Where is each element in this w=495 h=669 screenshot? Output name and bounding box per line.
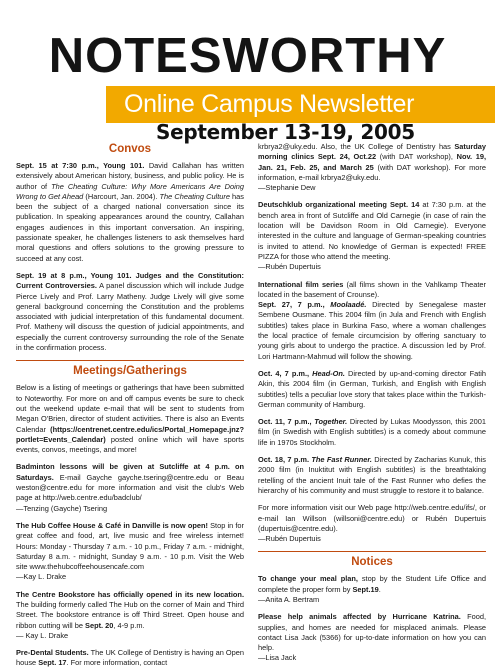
meeting-item: krbrya2@uky.edu. Also, the UK College of Dentistry has Saturday morning clinics Sept. 24, Oct.22 (with DAT workshop), Nov. 19, Jan. 21, Feb. 25, and March 25 (with DAT workshop). For more information, e-mail krbrya2@uky.edu. —Stephanie Dew	[258, 142, 487, 193]
meeting-item: The Hub Coffee House & Café in Danville is now open! Stop in for great coffee and food, art, live music and free wireless internet! Hours: Monday - Thursday 7 a.m. - 10 p.m., Friday 7 a.m. - midnight, Saturday 8 a.m. - midnight, Sunday 9 a.m. - 10 p.m. Visit the Web site www.thehubcoffeehousencafe.com —Kay L. Drake	[16, 520, 244, 582]
events-calendar-link[interactable]: (https://centrenet.centre.edu/ics/Portal_Homepage.jnz?portlet=Events_Calendar)	[16, 424, 244, 444]
meetings-intro: Below is a listing of meetings or gatherings that have been submitted to Noteworthy. For more on and off campus events be sure to check out the weekend update e-mail that will be sent to students from Megan O'Brien, director of student activities. There is also an Events Calendar (https://centrenet.centre.edu/ics/Portal_Homepage.jnz?portlet=Events_Calendar) posted online which will have sports events, convos, meetings, and more!	[16, 383, 244, 455]
meeting-item: The Centre Bookstore has officially opened in its new location. The building formerly called The Hub on the corner of Main and Third Street. The bookstore entrance is off Third Street. Open house and ribbon cutting will be Sept. 20, 4-9 p.m. — Kay L. Drake	[16, 589, 244, 640]
subtitle: Online Campus Newsletter	[124, 90, 415, 118]
film-item: Oct. 18, 7 p.m. The Fast Runner. Directed by Zacharias Kunuk, this 2000 film (in Inuktitut with English subtitles) is the breathtaking retelling of the ancient Inuit tale of the Fast Runner who defies the hierarchy of his community and must struggle to restore it to balance.	[258, 455, 486, 495]
masthead: NOTESWORTHY	[48, 29, 447, 83]
section-heading-meetings: Meetings/Gatherings	[73, 365, 187, 378]
left-column	[16, 142, 244, 669]
film-more-info: For more information visit our Web page http://web.centre.edu/ifs/, or e-mail Ian Willson (willsoni@centre.edu) or Rubén Dupertuis (dupertuis@centre.edu). —Rubén Dupertuis	[258, 503, 486, 544]
section-heading-notices: Notices	[351, 556, 393, 569]
notice-item: Please help animals affected by Hurricane Katrina. Food, supplies, and homes are needed for misplaced animals. Please contact Lisa Jack (5366) for up-to-date information on how you can help. —Lisa Jack	[258, 612, 486, 663]
film-item: Oct. 4, 7 p.m., Head-On. Directed by up-and-coming director Fatih Akin, this 2004 film (in German, Turkish, and English with English subtitles) tells a peculiar love story that takes place within the Turkish-German community of Hamburg.	[258, 368, 487, 409]
meeting-item: Deutschklub organizational meeting Sept. 14 at 7:30 p.m. at the bench area in front of Sutcliffe and Old Carnegie (in case of rain the location will be Davidson Room in Old Carnegie). Everyone interested in the culture and language of German-speaking countries is invited to attend. No knowledge of German is expected! FREE PIZZA for those who attend the meeting. —Rubén Dupertuis	[258, 200, 486, 272]
convo-item: Sept. 15 at 7:30 p.m., Young 101. David Callahan has written extensively about American history, business, and public policy. He is author of The Cheating Culture: Why More Americans Are Doing Wrong to Get Ahead (Harcourt, Jan. 2004). The Cheating Culture has been the subject of a charged national conversation since its publication. In speaking appearances around the country, Callahan engages audiences in this important conversation. An inspiring, passionate speaker, he challenges listeners to ask themselves hard moral questions and offers solutions to the growing pressure to succeed at any cost.	[16, 161, 244, 263]
film-item: Oct. 11, 7 p.m., Together. Directed by Lukas Moodysson, this 2001 film (in Swedish with English subtitles) is a comedy about commune life in 1970s Stockholm.	[258, 417, 486, 447]
meeting-item: Pre-Dental Students. The UK College of Dentistry is having an Open house Sept. 17. For more information, contact	[16, 648, 244, 668]
meeting-item: Badminton lessons will be given at Sutcliffe at 4 p.m. on Saturdays. E-mail Gayche gayche.tsering@centre.edu or Beau weston@centre.edu for more information and visit the club's Web page at http://web.centre.edu/badclub/ —Tenzing (Gayche) Tsering	[16, 462, 244, 513]
section-heading-convos: Convos	[108, 143, 152, 155]
section-rule	[16, 360, 244, 361]
meeting-item: International film series (all films shown in the Vahlkamp Theater located in the basement of Crounse). Sept. 27, 7 p.m., Moolaadé. Directed by Senegalese master Sembene Ousmane. This 2004 film (in Jula and French with English subtitles) takes place in Burkina Faso, where a woman challenges the local practice of female circumcision by offering sanctuary to young girls about to undergo the practice. A discussion led by Prof. Lori Hartmann-Mahmud will follow the showing.	[258, 279, 486, 361]
right-column	[258, 142, 486, 664]
notice-item: To change your meal plan, stop by the Student Life Office and complete the proper form by Sept.19. —Anita A. Bertram	[258, 574, 486, 604]
section-rule	[258, 551, 486, 552]
issue-date: September 13-19, 2005	[156, 120, 415, 144]
convo-item: Sept. 19 at 8 p.m., Young 101. Judges and the Constitution: Current Controversies. A panel discussion which will include Judge Pierce Lively and Prof. Larry Matheny. Judge Lively will give some general background concerning the Constitution and the problems associated with judicial interpretation of this fundamental document. Prof. Matheny will discuss the question of judicial appointments, and especially the current controversy surrounding the role of the Senate in the confirmation process.	[16, 270, 245, 353]
